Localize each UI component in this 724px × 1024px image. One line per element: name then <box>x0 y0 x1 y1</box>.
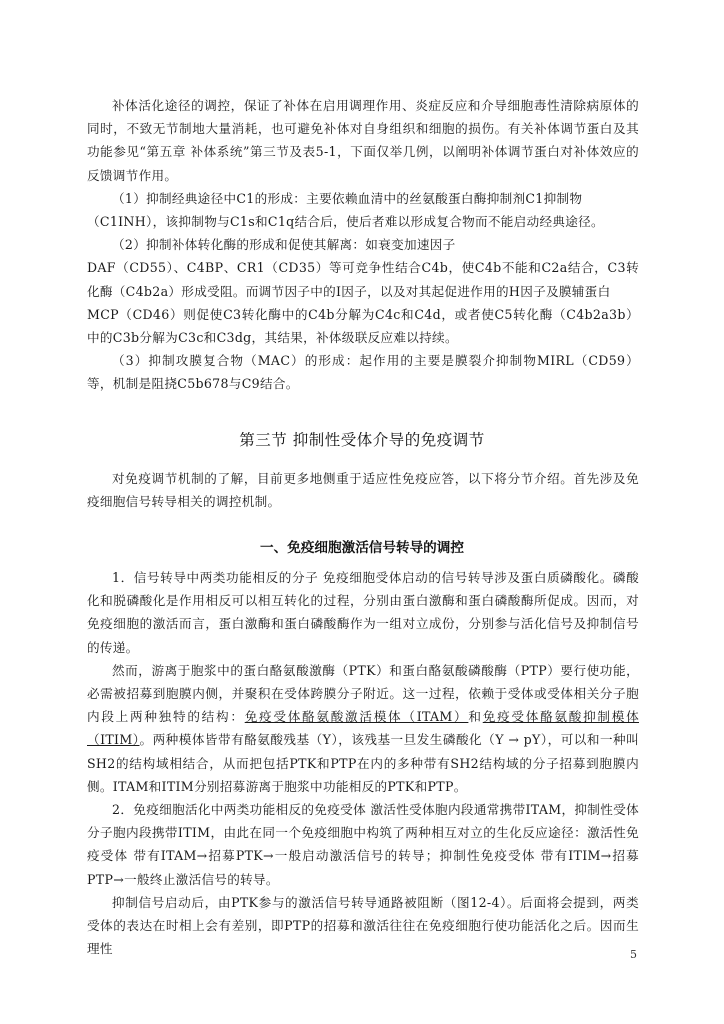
subsection-title: 一、免疫细胞激活信号转导的调控 <box>260 540 464 556</box>
paragraph: （1）抑制经典途径中C1的形成：主要依赖血清中的丝氨酸蛋白酶抑制剂C1抑制物 <box>112 190 583 206</box>
text-run: 然而，游离于胞浆中的蛋白酪氨酸激酶（PTK）和蛋白酪氨酸磷酸酶（PTP）要行使功能，必需被招募到胞膜内侧，并聚积在受体跨膜分子附近。这一过程，依赖于受体或受体相关分子胞内段上两种独特的结构： <box>87 662 639 725</box>
paragraph: 2．免疫细胞活化中两类功能相反的免疫受体 激活性受体胞内段通常携带ITAM，抑制性受体分子胞内段携带ITIM，由此在同一个免疫细胞中构筑了两种相互对立的生化反应途径：激活性免疫受体 带有ITAM→招募PTK→一般启动激活信号的转导；抑制性免疫受体 带有ITIM→招募PTP→一般终止激活信号的转导。 <box>87 802 639 887</box>
intro-block <box>87 467 639 513</box>
itam-term: 免疫受体酪氨酸激活模体（ITAM） <box>244 709 469 725</box>
paragraph: （2）抑制补体转化酶的形成和促使其解离：如衰变加速因子 <box>112 237 456 253</box>
text-run: 和 <box>468 709 483 725</box>
paragraph: 补体活化途径的调控，保证了补体在启用调理作用、炎症反应和介导细胞毒性清除病原体的同时，不致无节制地大量消耗，也可避免补体对自身组织和细胞的损伤。有关补体调节蛋白及其功能参见“第五章 补体系统”第三节及表5-1，下面仅举几例，以阐明补体调节蛋白对补体效应的反馈调节作用。 <box>87 98 639 183</box>
itim-term: 免疫受体酪氨酸抑制模体（ITIM） <box>87 709 639 748</box>
paragraph: DAF（CD55）、C4BP、CR1（CD35）等可竞争性结合C4b，使C4b不能和C2a结合，C3转化酶（C4b2a）形成受阻。而调节因子中的I因子，以及对其起促进作用的H因子及膜辅蛋白 <box>87 260 639 299</box>
paragraph <box>87 659 639 798</box>
page-number: 5 <box>630 948 637 961</box>
paragraph: （C1INH），该抑制物与C1s和C1q结合后，使后者难以形成复合物而不能启动经典途径。 <box>87 214 604 230</box>
paragraph: （3）抑制攻膜复合物（MAC）的形成：起作用的主要是膜裂介抑制物MIRL（CD59）等，机制是阻挠C5b678与C9结合。 <box>87 353 639 392</box>
signal-transduction-block <box>87 566 639 960</box>
text-run: 。两种模体皆带有酪氨酸残基（Y），该残基一旦发生磷酸化（Y → pY），可以和一种叫SH2的结构域相结合，从而把包括PTK和PTP在内的多种带有SH2结构域的分子招募到胞膜内侧。ITAM和ITIM分别招募游离于胞浆中功能相反的PTK和PTP。 <box>87 732 639 794</box>
complement-regulation-block <box>87 94 639 396</box>
paragraph: MCP（CD46）则促使C3转化酶中的C4b分解为C4c和C4d，或者使C5转化酶（C4b2a3b）中的C3b分解为C3c和C3dg，其结果，补体级联反应难以持续。 <box>87 306 639 346</box>
paragraph: 抑制信号启动后，由PTK参与的激活信号转导通路被阻断（图12-4）。后面将会提到，两类受体的表达在时相上会有差别，即PTP的招募和激活往往在免疫细胞行使功能活化之后。因而生理性 <box>87 894 639 957</box>
paragraph: 1．信号转导中两类功能相反的分子 免疫细胞受体启动的信号转导涉及蛋白质磷酸化。磷酸化和脱磷酸化是作用相反可以相互转化的过程，分别由蛋白激酶和蛋白磷酸酶所促成。因而，对免疫细胞的激活而言，蛋白激酶和蛋白磷酸酶作为一组对立成份，分别参与活化信号及抑制信号的传递。 <box>87 570 639 655</box>
section-title: 第三节 抑制性受体介导的免疫调节 <box>239 431 485 449</box>
paragraph: 对免疫调节机制的了解，目前更多地侧重于适应性免疫应答，以下将分节介绍。首先涉及免疫细胞信号转导相关的调控机制。 <box>87 471 639 510</box>
